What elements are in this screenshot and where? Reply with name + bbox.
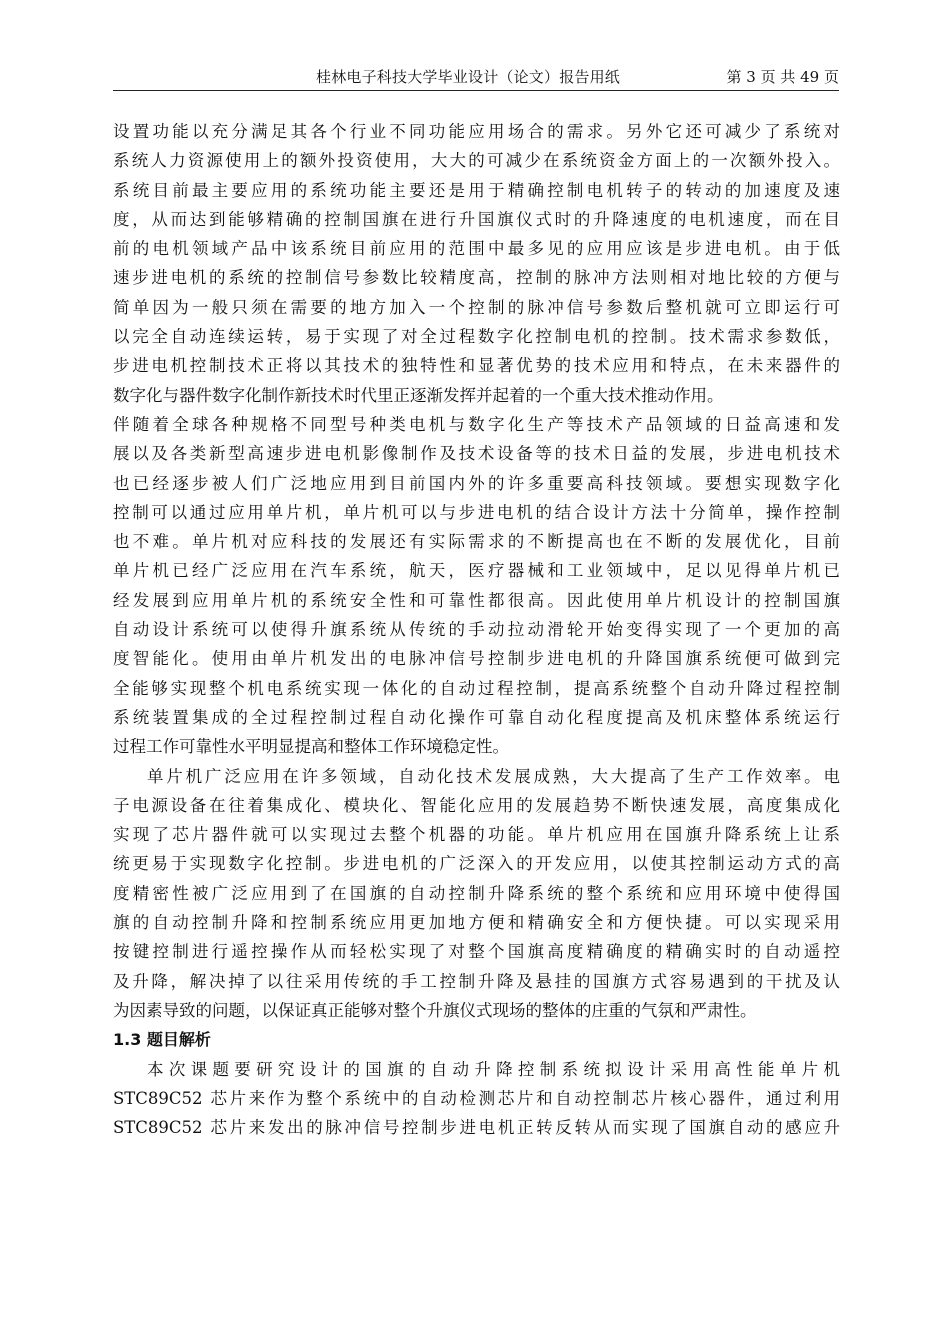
text-line: 度精密性被广泛应用到了在国旗的自动控制升降系统的整个系统和应用环境中使得国 [113, 883, 840, 903]
text-line: 全能够实现整个机电系统实现一体化的自动过程控制，提高系统整个自动升降过程控制 [113, 678, 840, 698]
paragraph-first-line: 单片机广泛应用在许多领域，自动化技术发展成熟，大大提高了生产工作效率。电 [147, 766, 840, 786]
text-line: 展以及各类新型高速步进电机影像制作及技术设备等的技术日益的发展，步进电机技术 [113, 444, 840, 464]
text-line: 也不难。单片机对应科技的发展还有实际需求的不断提高也在不断的发展优化，目前 [113, 532, 840, 552]
page-number: 第 3 页 共 49 页 [726, 68, 839, 86]
text-line: 控制可以通过应用单片机，单片机可以与步进电机的结合设计方法十分简单，操作控制 [113, 502, 840, 522]
text-line: 伴随着全球各种规格不同型号种类电机与数字化生产等技术产品领域的日益高速和发 [113, 414, 840, 434]
text-line: 为因素导致的问题，以保证真正能够对整个升旗仪式现场的整体的庄重的气氛和严肃性。 [113, 1000, 757, 1020]
text-line: 以完全自动连续运转，易于实现了对全过程数字化控制电机的控制。技术需求参数低， [113, 327, 840, 347]
text-line: 实现了芯片器件就可以实现过去整个机器的功能。单片机应用在国旗升降系统上让系 [113, 825, 840, 845]
text-line: STC89C52 芯片来作为整个系统中的自动检测芯片和自动控制芯片核心器件，通过利用 [113, 1088, 840, 1108]
text-line: 子电源设备在往着集成化、模块化、智能化应用的发展趋势不断快速发展，高度集成化 [113, 795, 840, 815]
text-line: STC89C52 芯片来发出的脉冲信号控制步进电机正转反转从而实现了国旗自动的感应升 [113, 1118, 840, 1138]
text-line: 度，从而达到能够精确的控制国旗在进行升国旗仪式时的升降速度的电机速度，而在目 [113, 209, 840, 229]
text-line: 统更易于实现数字化控制。步进电机的广泛深入的开发应用，以使其控制运动方式的高 [113, 854, 840, 874]
document-body [113, 117, 840, 1142]
text-line: 旗的自动控制升降和控制系统应用更加地方便和精确安全和方便快捷。可以实现采用 [113, 913, 840, 933]
text-line: 度智能化。使用由单片机发出的电脉冲信号控制步进电机的升降国旗系统便可做到完 [113, 649, 840, 669]
text-line: 经发展到应用单片机的系统安全性和可靠性都很高。因此使用单片机设计的控制国旗 [113, 590, 840, 610]
text-line: 自动设计系统可以使得升旗系统从传统的手动拉动滑轮开始变得实现了一个更加的高 [113, 620, 840, 640]
text-line: 系统装置集成的全过程控制过程自动化操作可靠自动化程度提高及机床整体系统运行 [113, 707, 840, 727]
paragraph-first-line: 本次课题要研究设计的国旗的自动升降控制系统拟设计采用高性能单片机 [147, 1059, 840, 1079]
text-line: 系统人力资源使用上的额外投资使用，大大的可减少在系统资金方面上的一次额外投入。 [113, 151, 840, 171]
text-line: 单片机已经广泛应用在汽车系统，航天，医疗器械和工业领域中，足以见得单片机已 [113, 561, 840, 581]
page-header [113, 60, 839, 91]
text-line: 按键控制进行遥控操作从而轻松实现了对整个国旗高度精确度的精确实时的自动遥控 [113, 942, 840, 962]
text-line: 前的电机领域产品中该系统目前应用的范围中最多见的应用应该是步进电机。由于低 [113, 239, 840, 259]
text-line: 设置功能以充分满足其各个行业不同功能应用场合的需求。另外它还可减少了系统对 [113, 122, 840, 141]
header-title: 桂林电子科技大学毕业设计（论文）报告用纸 [316, 68, 621, 86]
text-line: 步进电机控制技术正将以其技术的独特性和显著优势的技术应用和特点，在未来器件的 [113, 356, 840, 376]
text-line: 系统目前最主要应用的系统功能主要还是用于精确控制电机转子的转动的加速度及速 [113, 180, 840, 200]
text-line: 及升降，解决掉了以往采用传统的手工控制升降及悬挂的国旗方式容易遇到的干扰及认 [113, 971, 840, 991]
text-line: 速步进电机的系统的控制信号参数比较精度高，控制的脉冲方法则相对地比较的方便与 [113, 268, 840, 288]
text-line: 简单因为一般只须在需要的地方加入一个控制的脉冲信号参数后整机就可立即运行可 [113, 297, 840, 317]
text-line: 也已经逐步被人们广泛地应用到目前国内外的许多重要高科技领域。要想实现数字化 [113, 473, 840, 493]
text-line: 过程工作可靠性水平明显提高和整体工作环境稳定性。 [113, 737, 509, 757]
text-line: 数字化与器件数字化制作新技术时代里正逐渐发挥并起着的一个重大技术推动作用。 [113, 385, 724, 405]
section-heading: 1.3 题目解析 [113, 1030, 211, 1050]
